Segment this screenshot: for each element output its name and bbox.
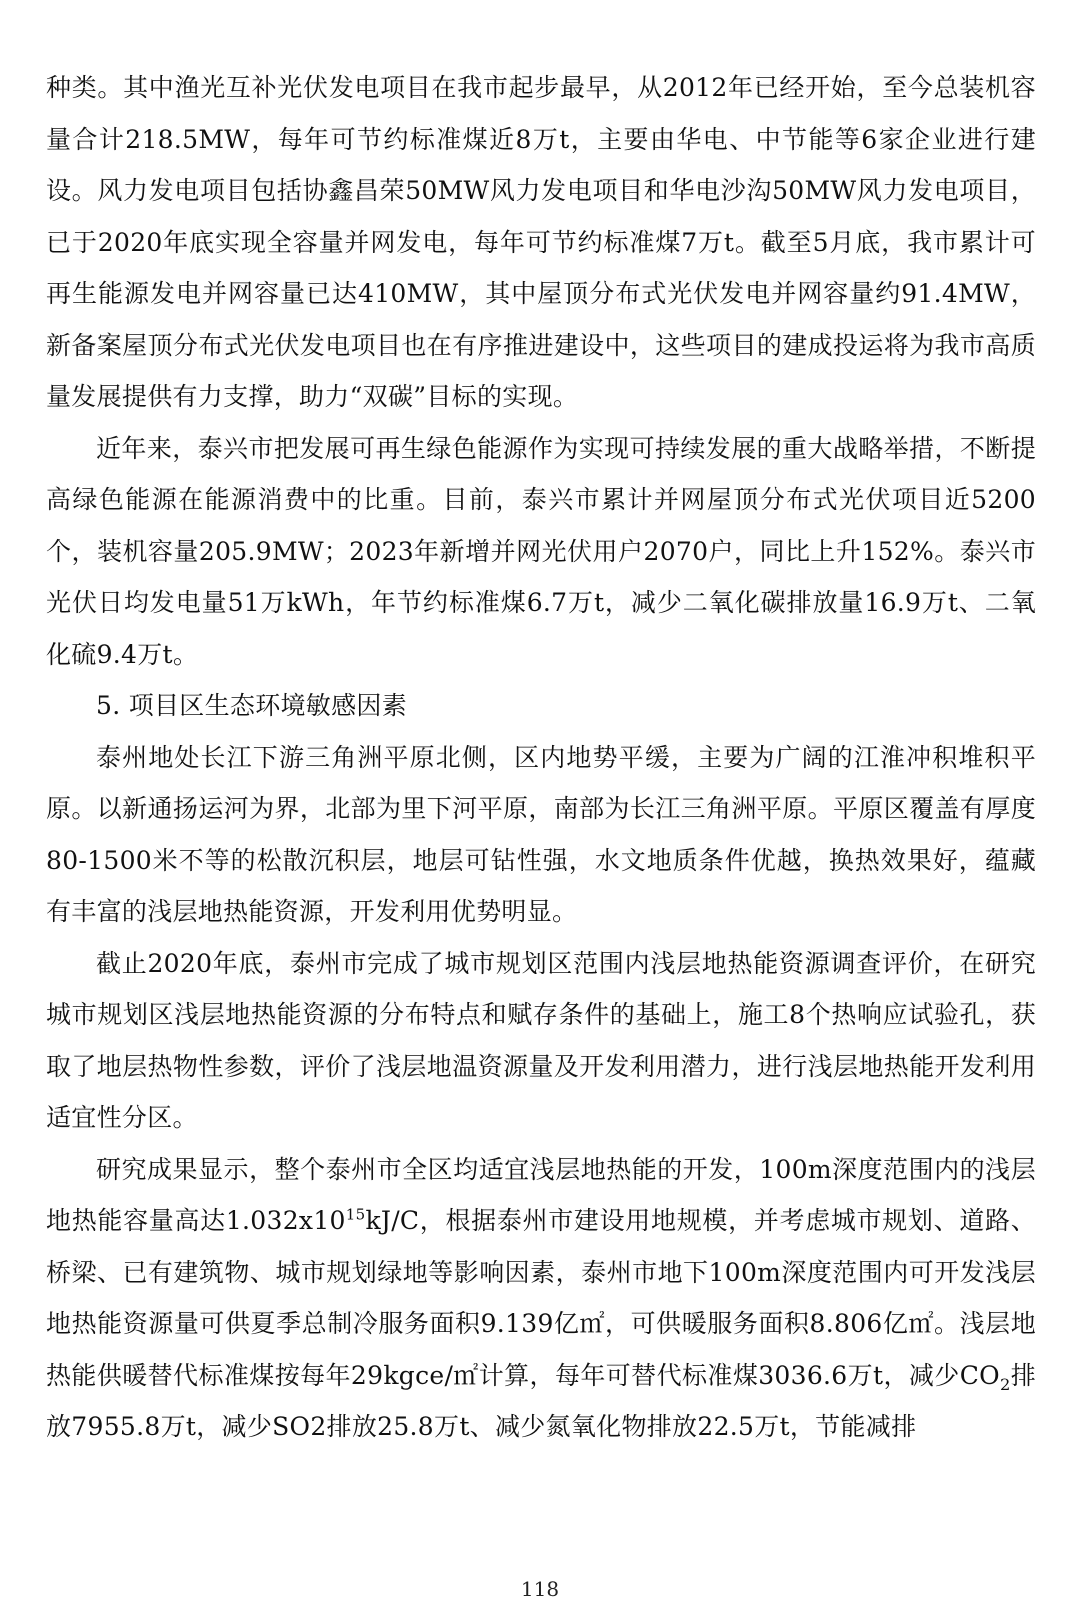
subscript: 2 (999, 1374, 1011, 1394)
research-text-part-3: 排放7955.8万t，减少SO2排放25.8万t、减少氮氧化物排放22.5万t，节能减排 (46, 1360, 1036, 1441)
research-text-part-1: 研究成果显示，整个泰州市全区均适宜浅层地热能的开发，100m深度范围内的浅层地热能容量高达1.032x10 (46, 1154, 1036, 1235)
page-body (46, 62, 1036, 1453)
exponent: 15 (345, 1205, 366, 1224)
paragraph-taizhou-geography: 泰州地处长江下游三角洲平原北侧，区内地势平缓，主要为广阔的江淮冲积堆积平原。以新通扬运河为界，北部为里下河平原，南部为长江三角洲平原。平原区覆盖有厚度80-1500米不等的松散沉积层，地层可钻性强，水文地质条件优越，换热效果好，蕴藏有丰富的浅层地热能资源，开发利用优势明显。 (46, 742, 1036, 926)
section-heading: 5. 项目区生态环境敏感因素 (96, 691, 408, 720)
paragraph-research-results (46, 1144, 1036, 1453)
paragraph-geothermal-survey: 截止2020年底，泰州市完成了城市规划区范围内浅层地热能资源调查评价，在研究城市规划区浅层地热能资源的分布特点和赋存条件的基础上，施工8个热响应试验孔，获取了地层热物性参数，评价了浅层地温资源量及开发利用潜力，进行浅层地热能开发利用适宜性分区。 (46, 948, 1036, 1132)
paragraph-continued: 种类。其中渔光互补光伏发电项目在我市起步最早，从2012年已经开始，至今总装机容量合计218.5MW，每年可节约标准煤近8万t，主要由华电、中节能等6家企业进行建设。风力发电项目包括协鑫昌荣50MW风力发电项目和华电沙沟50MW风力发电项目，已于2020年底实现全容量并网发电，每年可节约标准煤7万t。截至5月底，我市累计可再生能源发电并网容量已达410MW，其中屋顶分布式光伏发电并网容量约91.4MW，新备案屋顶分布式光伏发电项目也在有序推进建设中，这些项目的建成投运将为我市高质量发展提供有力支撑，助力“双碳”目标的实现。 (46, 73, 1036, 411)
page-number: 118 (520, 1577, 560, 1601)
research-text-part-2: kJ/C，根据泰州市建设用地规模，并考虑城市规划、道路、桥梁、已有建筑物、城市规划绿地等影响因素，泰州市地下100m深度范围内可开发浅层地热能资源量可供夏季总制冷服务面积9.139亿㎡，可供暖服务面积8.806亿㎡。浅层地热能供暖替代标准煤按每年29kgce/㎡计算，每年可替代标准煤3036.6万t，减少CO (46, 1206, 1037, 1390)
paragraph-taixing-renewable: 近年来，泰兴市把发展可再生绿色能源作为实现可持续发展的重大战略举措，不断提高绿色能源在能源消费中的比重。目前，泰兴市累计并网屋顶分布式光伏项目近5200个，装机容量205.9MW；2023年新增并网光伏用户2070户，同比上升152%。泰兴市光伏日均发电量51万kWh，年节约标准煤6.7万t，减少二氧化碳排放量16.9万t、二氧化硫9.4万t。 (46, 433, 1036, 669)
